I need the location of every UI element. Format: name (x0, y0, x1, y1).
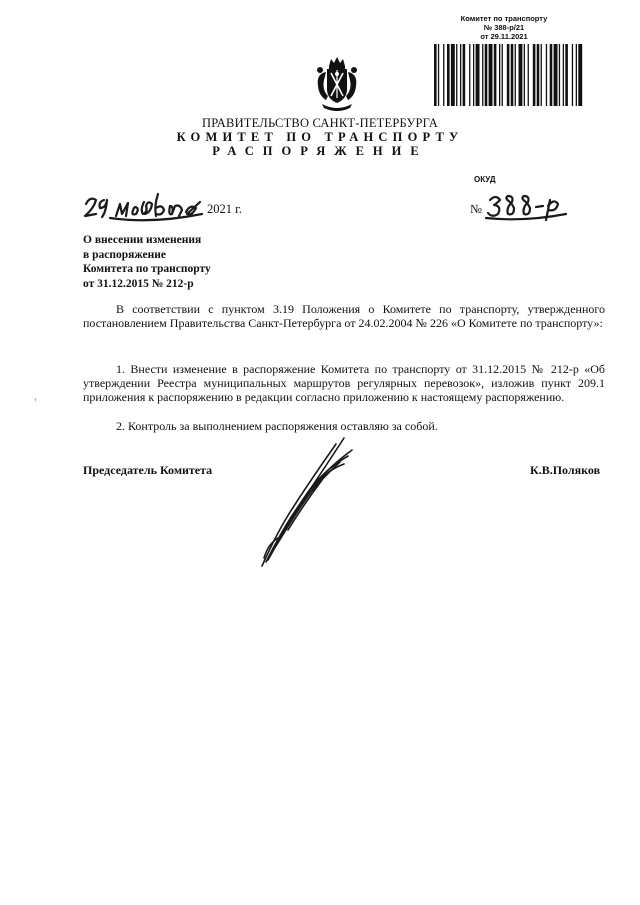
signer-name: К.В.Поляков (530, 463, 601, 477)
margin-mark: ‹ (34, 394, 37, 404)
preamble-paragraph: В соответствии с пунктом 3.19 Положения о Комитете по транспорту, утвержденного постановлением Правительства Санкт-Петербурга от 24.02.2004 № 226 «О Комитете по транспорту»: (83, 302, 605, 331)
subject-block (83, 233, 211, 291)
subject-line: О внесении изменения (83, 234, 202, 246)
okud-label: ОКУД (474, 175, 496, 184)
subject-line: в распоряжение (83, 248, 166, 261)
stamp-reg-date: от 29.11.2021 (480, 32, 528, 41)
barcode (434, 44, 584, 106)
number-sign: № (470, 202, 482, 216)
stamp-reg-number: № 388-р/21 (483, 23, 525, 32)
subject-line: Комитета по транспорту (83, 263, 211, 275)
item-1-paragraph: 1. Внести изменение в распоряжение Комитета по транспорту от 31.12.2015 № 212-р «Об утверждении Реестра муниципальных маршрутов регулярных перевозок», изложив пункт 209.1 приложения к распоряжению в редакции согласно приложению к настоящему распоряжению. (83, 362, 605, 405)
coat-of-arms-emblem (310, 56, 364, 112)
registration-stamp (434, 10, 588, 120)
handwritten-number (484, 188, 568, 222)
subject-line: от 31.12.2015 № 212-р (83, 277, 194, 290)
date-year: 2021 г. (207, 202, 242, 216)
government-title: ПРАВИТЕЛЬСТВО САНКТ-ПЕТЕРБУРГА (202, 116, 438, 130)
committee-title: КОМИТЕТ ПО ТРАНСПОРТУ (176, 130, 464, 144)
handwritten-date (82, 190, 206, 224)
signer-title: Председатель Комитета (83, 463, 213, 477)
stamp-org: Комитет по транспорту (460, 14, 548, 23)
item-2-paragraph: 2. Контроль за выполнением распоряжения оставляю за собой. (116, 419, 438, 433)
handwritten-signature (248, 434, 368, 570)
document-type-title: РАСПОРЯЖЕНИЕ (212, 144, 428, 158)
